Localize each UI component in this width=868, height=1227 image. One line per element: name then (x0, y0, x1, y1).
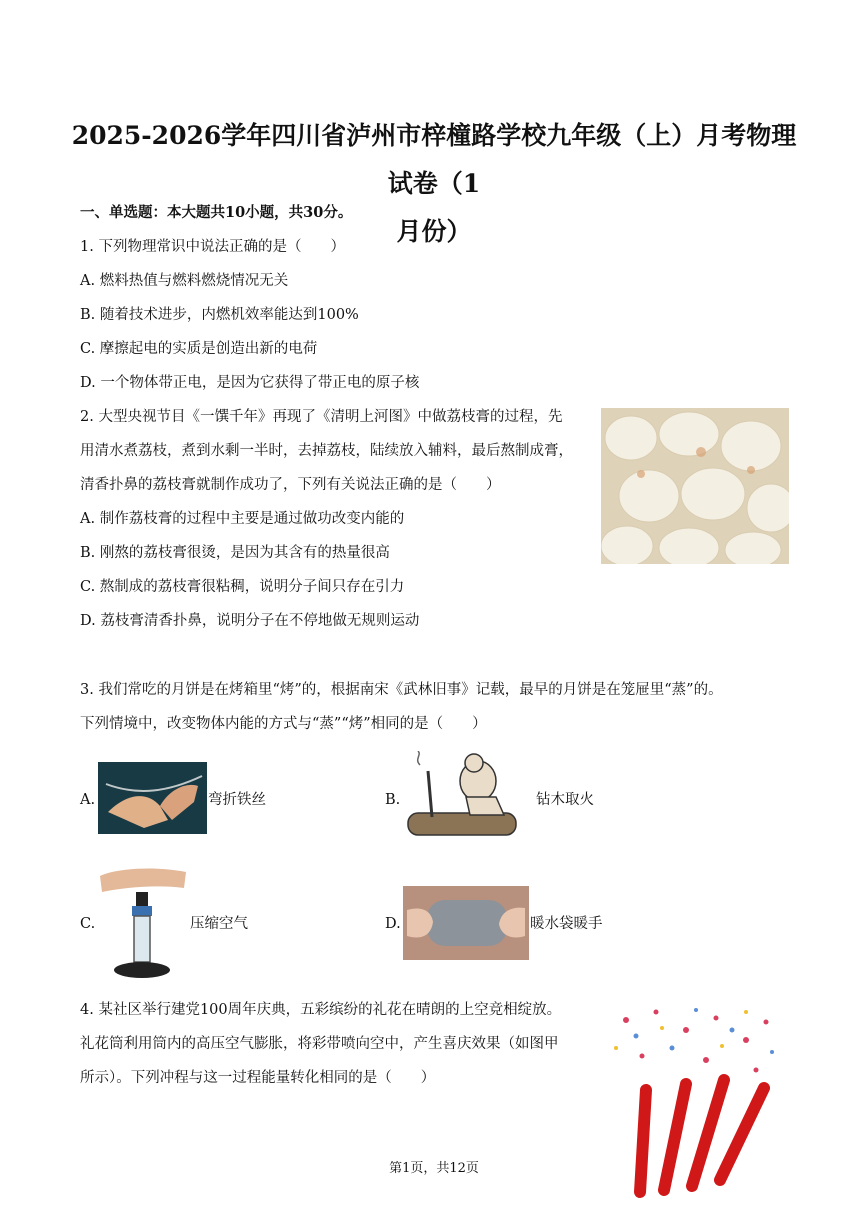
q1-option-a: A. 燃料热值与燃料燃烧情况无关 (80, 273, 289, 289)
q3-option-d-text: 暖水袋暖手 (530, 916, 603, 932)
page-footer: 第1页，共12页 (389, 1161, 479, 1176)
exam-title (70, 112, 798, 256)
compressing-air-photo (96, 862, 189, 982)
q1-option-c: C. 摩擦起电的实质是创造出新的电荷 (80, 341, 318, 357)
q2-option-b: B. 刚熬的荔枝膏很烫，是因为其含有的热量很高 (80, 545, 390, 561)
q1-stem: 1. 下列物理常识中说法正确的是（ ） (80, 239, 345, 255)
hot-water-bag-photo (403, 886, 529, 960)
q3-option-c-text: 压缩空气 (190, 916, 248, 932)
q3-stem-line1: 3. 我们常吃的月饼是在烤箱里“烤”的，根据南宋《武林旧事》记载，最早的月饼是在笼屉里“蒸”的。 (80, 682, 723, 698)
q1-option-b: B. 随着技术进步，内燃机效率能达到100% (80, 307, 359, 323)
q1-option-d: D. 一个物体带正电，是因为它获得了带正电的原子核 (80, 375, 420, 391)
q3-option-a-text: 弯折铁丝 (208, 792, 266, 808)
q2-option-a: A. 制作荔枝膏的过程中主要是通过做功改变内能的 (80, 511, 405, 527)
exam-title-line1: 2025-2026学年四川省泸州市梓橦路学校九年级（上）月考物理试卷（1 (71, 121, 797, 198)
section-heading: 一、单选题：本大题共10小题，共30分。 (80, 204, 353, 221)
q3-option-b-letter: B. (385, 792, 401, 808)
q2-stem-line2: 用清水煮荔枝，煮到水剩一半时，去掉荔枝，陆续放入辅料，最后熬制成膏， (80, 443, 573, 459)
bending-wire-photo (98, 762, 207, 834)
q4-stem-line1: 4. 某社区举行建党100周年庆典，五彩缤纷的礼花在晴朗的上空竞相绽放。 (80, 1002, 562, 1018)
q4-stem-line3: 所示）。下列冲程与这一过程能量转化相同的是（ ） (80, 1070, 436, 1086)
drilling-fire-illustration (400, 751, 528, 847)
q2-option-d: D. 荔枝膏清香扑鼻，说明分子在不停地做无规则运动 (80, 613, 420, 629)
q2-option-c: C. 熬制成的荔枝膏很粘稠，说明分子间只存在引力 (80, 579, 405, 595)
q3-option-c-letter: C. (80, 916, 96, 932)
q2-stem-line1: 2. 大型央视节目《一馔千年》再现了《清明上河图》中做荔枝膏的过程，先 (80, 409, 563, 425)
q3-option-b-text: 钻木取火 (536, 792, 594, 808)
q3-option-d-letter: D. (385, 916, 401, 932)
q3-stem-line2: 下列情境中，改变物体内能的方式与“蒸”“烤”相同的是（ ） (80, 716, 487, 732)
lychee-photo (601, 408, 789, 564)
q3-option-a-letter: A. (80, 792, 96, 808)
q4-stem-line2: 礼花筒利用筒内的高压空气膨胀，将彩带喷向空中，产生喜庆效果（如图甲 (80, 1036, 559, 1052)
q2-stem-line3: 清香扑鼻的荔枝膏就制作成功了，下列有关说法正确的是（ ） (80, 477, 501, 493)
exam-title-line2: 月份） (396, 217, 472, 246)
